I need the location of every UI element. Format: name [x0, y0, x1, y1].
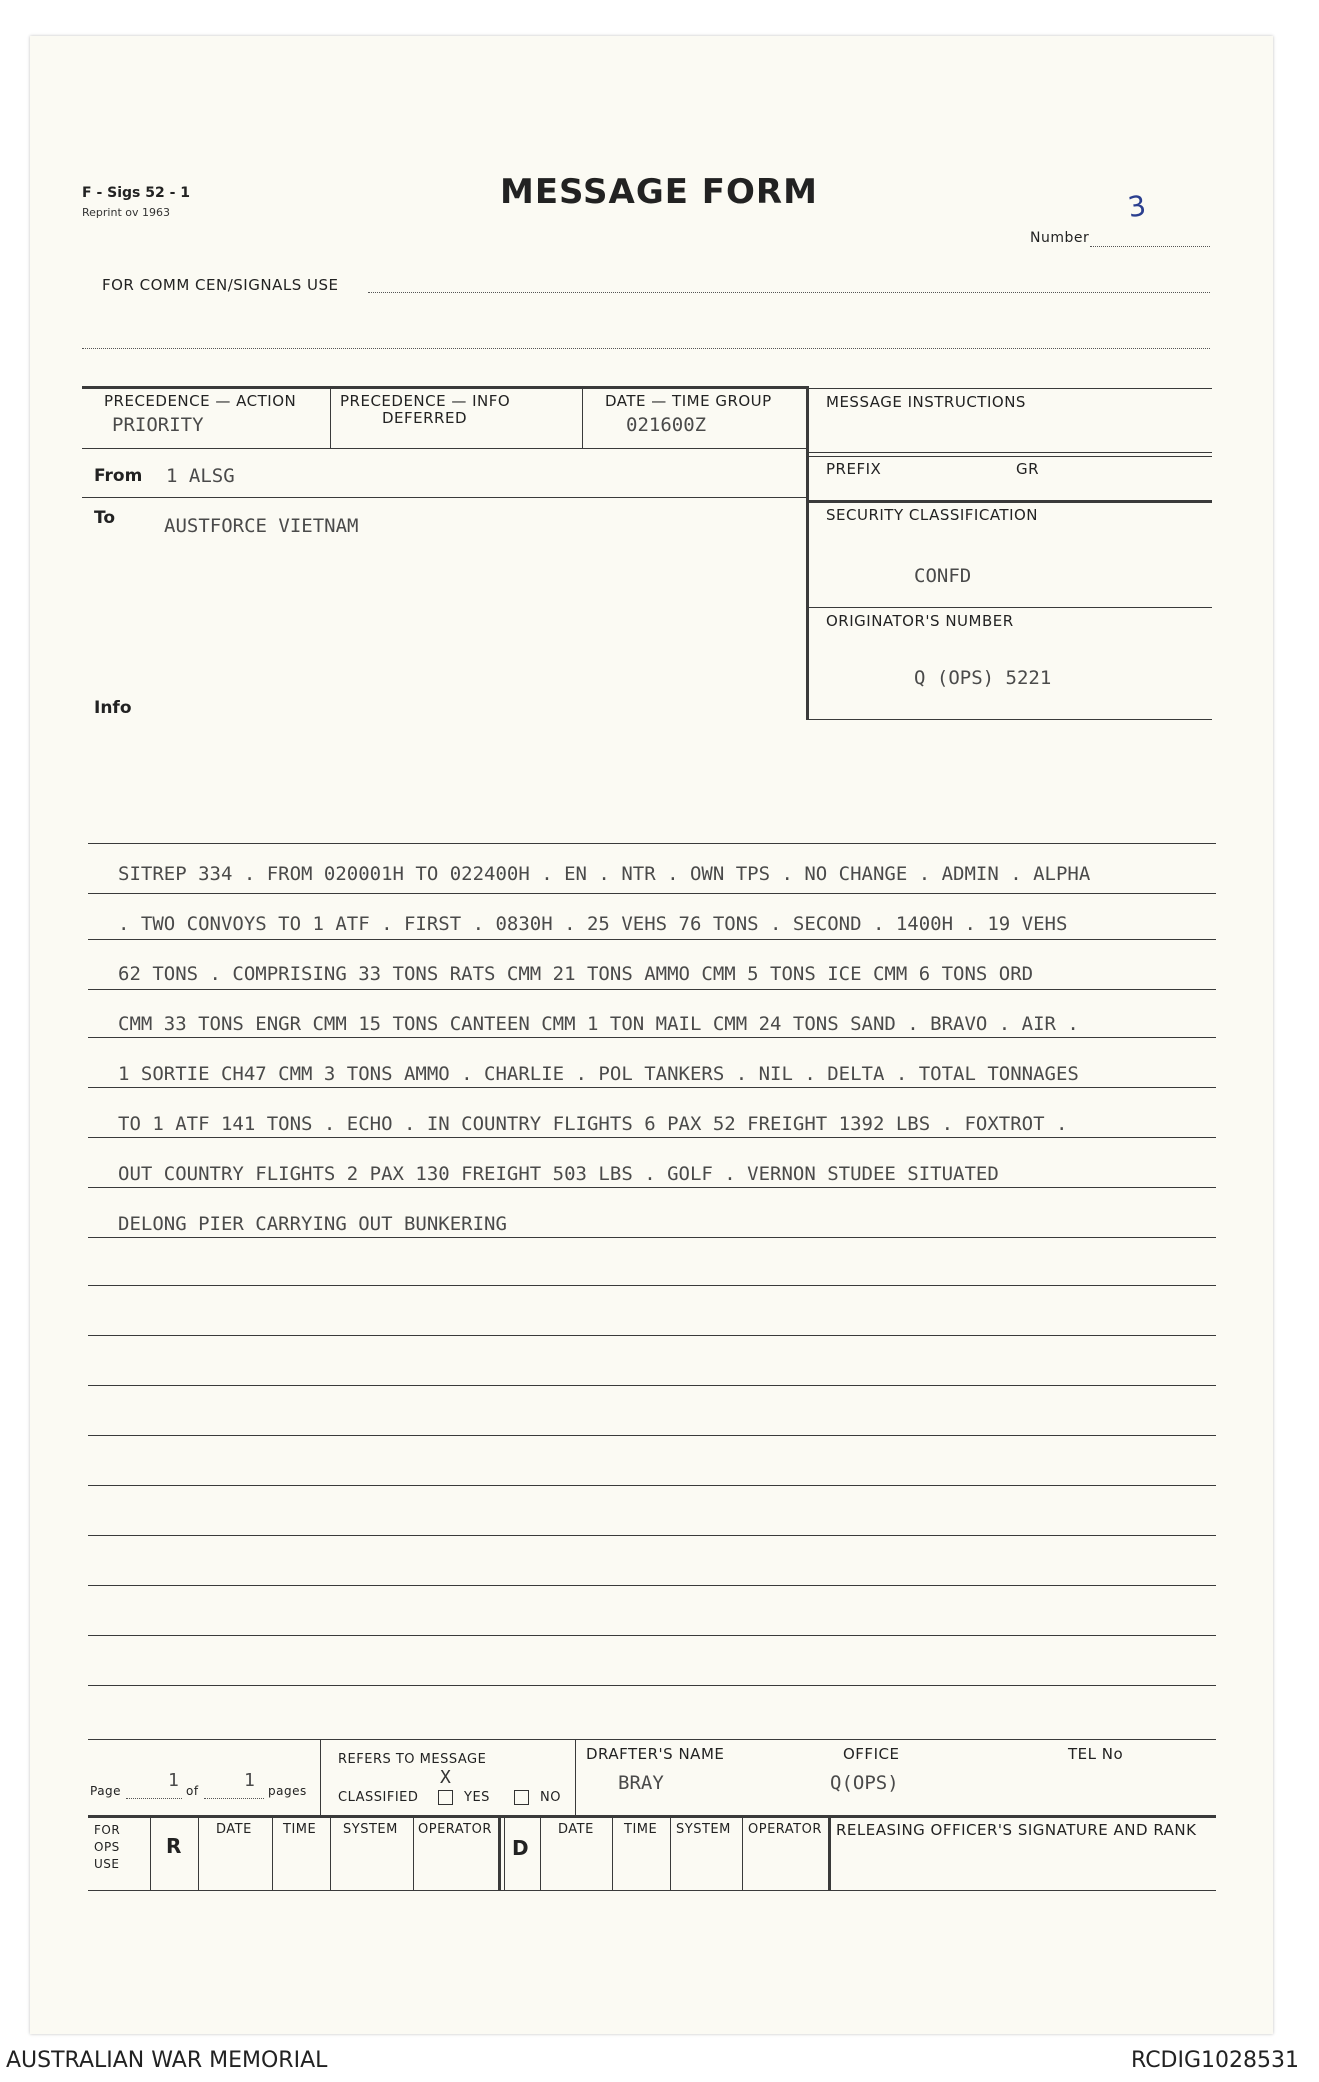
prefix-top-rule	[808, 452, 1212, 453]
info-label: Info	[94, 698, 132, 718]
text-rule	[88, 1485, 1216, 1486]
right-panel-border	[806, 386, 809, 720]
footer-catalog-id: RCDIG1028531	[1131, 2048, 1300, 2073]
comm-cen-label: FOR COMM CEN/SIGNALS USE	[102, 276, 339, 294]
text-rule	[88, 1087, 1216, 1088]
drafters-name-value: BRAY	[618, 1772, 664, 1794]
drafters-name-label: DRAFTER'S NAME	[586, 1745, 725, 1763]
message-line: TO 1 ATF 141 TONS . ECHO . IN COUNTRY FLIGHTS 6 PAX 52 FREIGHT 1392 LBS . FOXTROT .	[118, 1113, 1068, 1135]
releasing-officer-label: RELEASING OFFICER'S SIGNATURE AND RANK	[836, 1821, 1197, 1839]
precedence-action-label: PRECEDENCE — ACTION	[104, 392, 297, 410]
text-rule	[88, 1285, 1216, 1286]
precedence-info-label: PRECEDENCE — INFO	[340, 392, 511, 410]
prefix-top-rule-2	[808, 456, 1212, 457]
ops-col-divider	[150, 1815, 151, 1890]
text-rule	[88, 1037, 1216, 1038]
text-rule	[88, 1335, 1216, 1336]
text-rule	[88, 843, 1216, 844]
for-ops-use-label: FOR OPS USE	[94, 1823, 121, 1871]
security-classification-value: CONFD	[914, 565, 972, 587]
ops-row-top-rule	[88, 1815, 1216, 1818]
gr-label: GR	[1016, 460, 1040, 478]
security-classification-label: SECURITY CLASSIFICATION	[826, 506, 1039, 524]
ops-row-bottom-rule	[88, 1890, 1216, 1891]
message-form-sheet	[30, 36, 1273, 2034]
number-field-line	[1090, 246, 1210, 247]
message-instructions-label: MESSAGE INSTRUCTIONS	[826, 393, 1026, 411]
bottom-divider-1	[320, 1739, 321, 1815]
r-label: R	[166, 1834, 182, 1858]
page-label: Page	[90, 1784, 122, 1798]
ops-col-divider	[670, 1815, 671, 1890]
classified-label: CLASSIFIED	[338, 1790, 419, 1805]
text-rule	[88, 1685, 1216, 1686]
number-label: Number	[1030, 230, 1090, 246]
operator-label-d: OPERATOR	[748, 1822, 822, 1837]
no-label: NO	[540, 1790, 561, 1805]
from-label: From	[94, 466, 143, 486]
message-line: . TWO CONVOYS TO 1 ATF . FIRST . 0830H . 25 VEHS 76 TONS . SECOND . 1400H . 19 VEHS	[118, 913, 1068, 935]
message-line: SITREP 334 . FROM 020001H TO 022400H . EN . NTR . OWN TPS . NO CHANGE . ADMIN . ALPHA	[118, 863, 1091, 885]
originator-number-value: Q (OPS) 5221	[914, 667, 1052, 689]
message-line: 62 TONS . COMPRISING 33 TONS RATS CMM 21 TONS AMMO CMM 5 TONS ICE CMM 6 TONS ORD	[118, 963, 1034, 985]
to-value: AUSTFORCE VIETNAM	[164, 515, 359, 537]
ops-col-divider	[612, 1815, 613, 1890]
ops-col-divider-thick	[498, 1815, 501, 1890]
date-label-d: DATE	[558, 1822, 594, 1837]
precedence-bottom-rule	[82, 448, 808, 449]
precedence-divider-2	[582, 386, 583, 448]
of-label: of	[186, 1784, 199, 1798]
prefix-label: PREFIX	[826, 460, 882, 478]
time-label-r: TIME	[283, 1822, 317, 1837]
page-number: 1	[168, 1770, 179, 1791]
right-panel-bottom-rule	[808, 719, 1212, 720]
ops-col-divider	[540, 1815, 541, 1890]
number-value: 3	[1125, 188, 1149, 225]
operator-label-r: OPERATOR	[418, 1822, 492, 1837]
d-label: D	[512, 1836, 529, 1860]
bottom-divider-2	[575, 1739, 576, 1815]
text-rule	[88, 989, 1216, 990]
originator-number-label: ORIGINATOR'S NUMBER	[826, 612, 1014, 630]
ops-col-divider	[413, 1815, 414, 1890]
form-title: MESSAGE FORM	[500, 172, 818, 212]
footer-credit: AUSTRALIAN WAR MEMORIAL	[6, 2048, 328, 2073]
text-rule	[88, 893, 1216, 894]
precedence-action-value: PRIORITY	[112, 414, 204, 436]
comm-cen-line	[368, 292, 1210, 293]
security-top-rule	[808, 500, 1212, 503]
text-rule	[88, 1585, 1216, 1586]
message-line: OUT COUNTRY FLIGHTS 2 PAX 130 FREIGHT 503 LBS . GOLF . VERNON STUDEE SITUATED	[118, 1163, 999, 1185]
ops-col-divider	[330, 1815, 331, 1890]
text-rule	[88, 1435, 1216, 1436]
page-total-line	[204, 1798, 264, 1799]
message-line: 1 SORTIE CH47 CMM 3 TONS AMMO . CHARLIE . POL TANKERS . NIL . DELTA . TOTAL TONNAGES	[118, 1063, 1079, 1085]
bottom-block-top-rule	[88, 1739, 1216, 1740]
from-bottom-rule	[82, 497, 808, 498]
classified-yes-checkbox	[438, 1790, 453, 1805]
page-total: 1	[244, 1770, 255, 1791]
dtg-label: DATE — TIME GROUP	[605, 392, 772, 410]
refers-to-message-label: REFERS TO MESSAGE	[338, 1752, 487, 1767]
precedence-divider-1	[330, 386, 331, 448]
text-rule	[88, 1635, 1216, 1636]
time-label-d: TIME	[624, 1822, 658, 1837]
text-rule	[88, 939, 1216, 940]
classified-no-checkbox	[514, 1790, 529, 1805]
text-rule	[88, 1137, 1216, 1138]
ops-col-divider	[504, 1815, 505, 1890]
yes-label: YES	[464, 1790, 490, 1805]
page-num-line	[126, 1798, 182, 1799]
instructions-top-rule	[808, 388, 1212, 389]
message-line: DELONG PIER CARRYING OUT BUNKERING	[118, 1213, 507, 1235]
system-label-r: SYSTEM	[343, 1822, 398, 1837]
ops-col-divider	[742, 1815, 743, 1890]
reprint-note: Reprint ov 1963	[82, 206, 170, 219]
from-value: 1 ALSG	[166, 465, 235, 487]
date-label-r: DATE	[216, 1822, 252, 1837]
dtg-value: 021600Z	[626, 414, 707, 436]
office-value: Q(OPS)	[830, 1772, 899, 1794]
text-rule	[88, 1187, 1216, 1188]
system-label-d: SYSTEM	[676, 1822, 731, 1837]
precedence-top-rule	[82, 386, 808, 389]
to-label: To	[94, 508, 116, 528]
text-rule	[88, 1385, 1216, 1386]
precedence-info-value: DEFERRED	[382, 409, 468, 427]
text-rule	[88, 1237, 1216, 1238]
message-line: CMM 33 TONS ENGR CMM 15 TONS CANTEEN CMM 1 TON MAIL CMM 24 TONS SAND . BRAVO . AIR .	[118, 1013, 1079, 1035]
classified-yes-mark: X	[440, 1767, 451, 1788]
pages-label: pages	[268, 1784, 307, 1798]
office-label: OFFICE	[843, 1745, 900, 1763]
ops-col-divider	[198, 1815, 199, 1890]
ops-col-divider	[272, 1815, 273, 1890]
tel-no-label: TEL No	[1068, 1745, 1124, 1763]
comm-cen-line-2	[82, 348, 1210, 349]
originator-top-rule	[808, 607, 1212, 608]
text-rule	[88, 1535, 1216, 1536]
ops-col-divider-thick	[828, 1815, 831, 1890]
form-code: F - Sigs 52 - 1	[82, 185, 191, 201]
